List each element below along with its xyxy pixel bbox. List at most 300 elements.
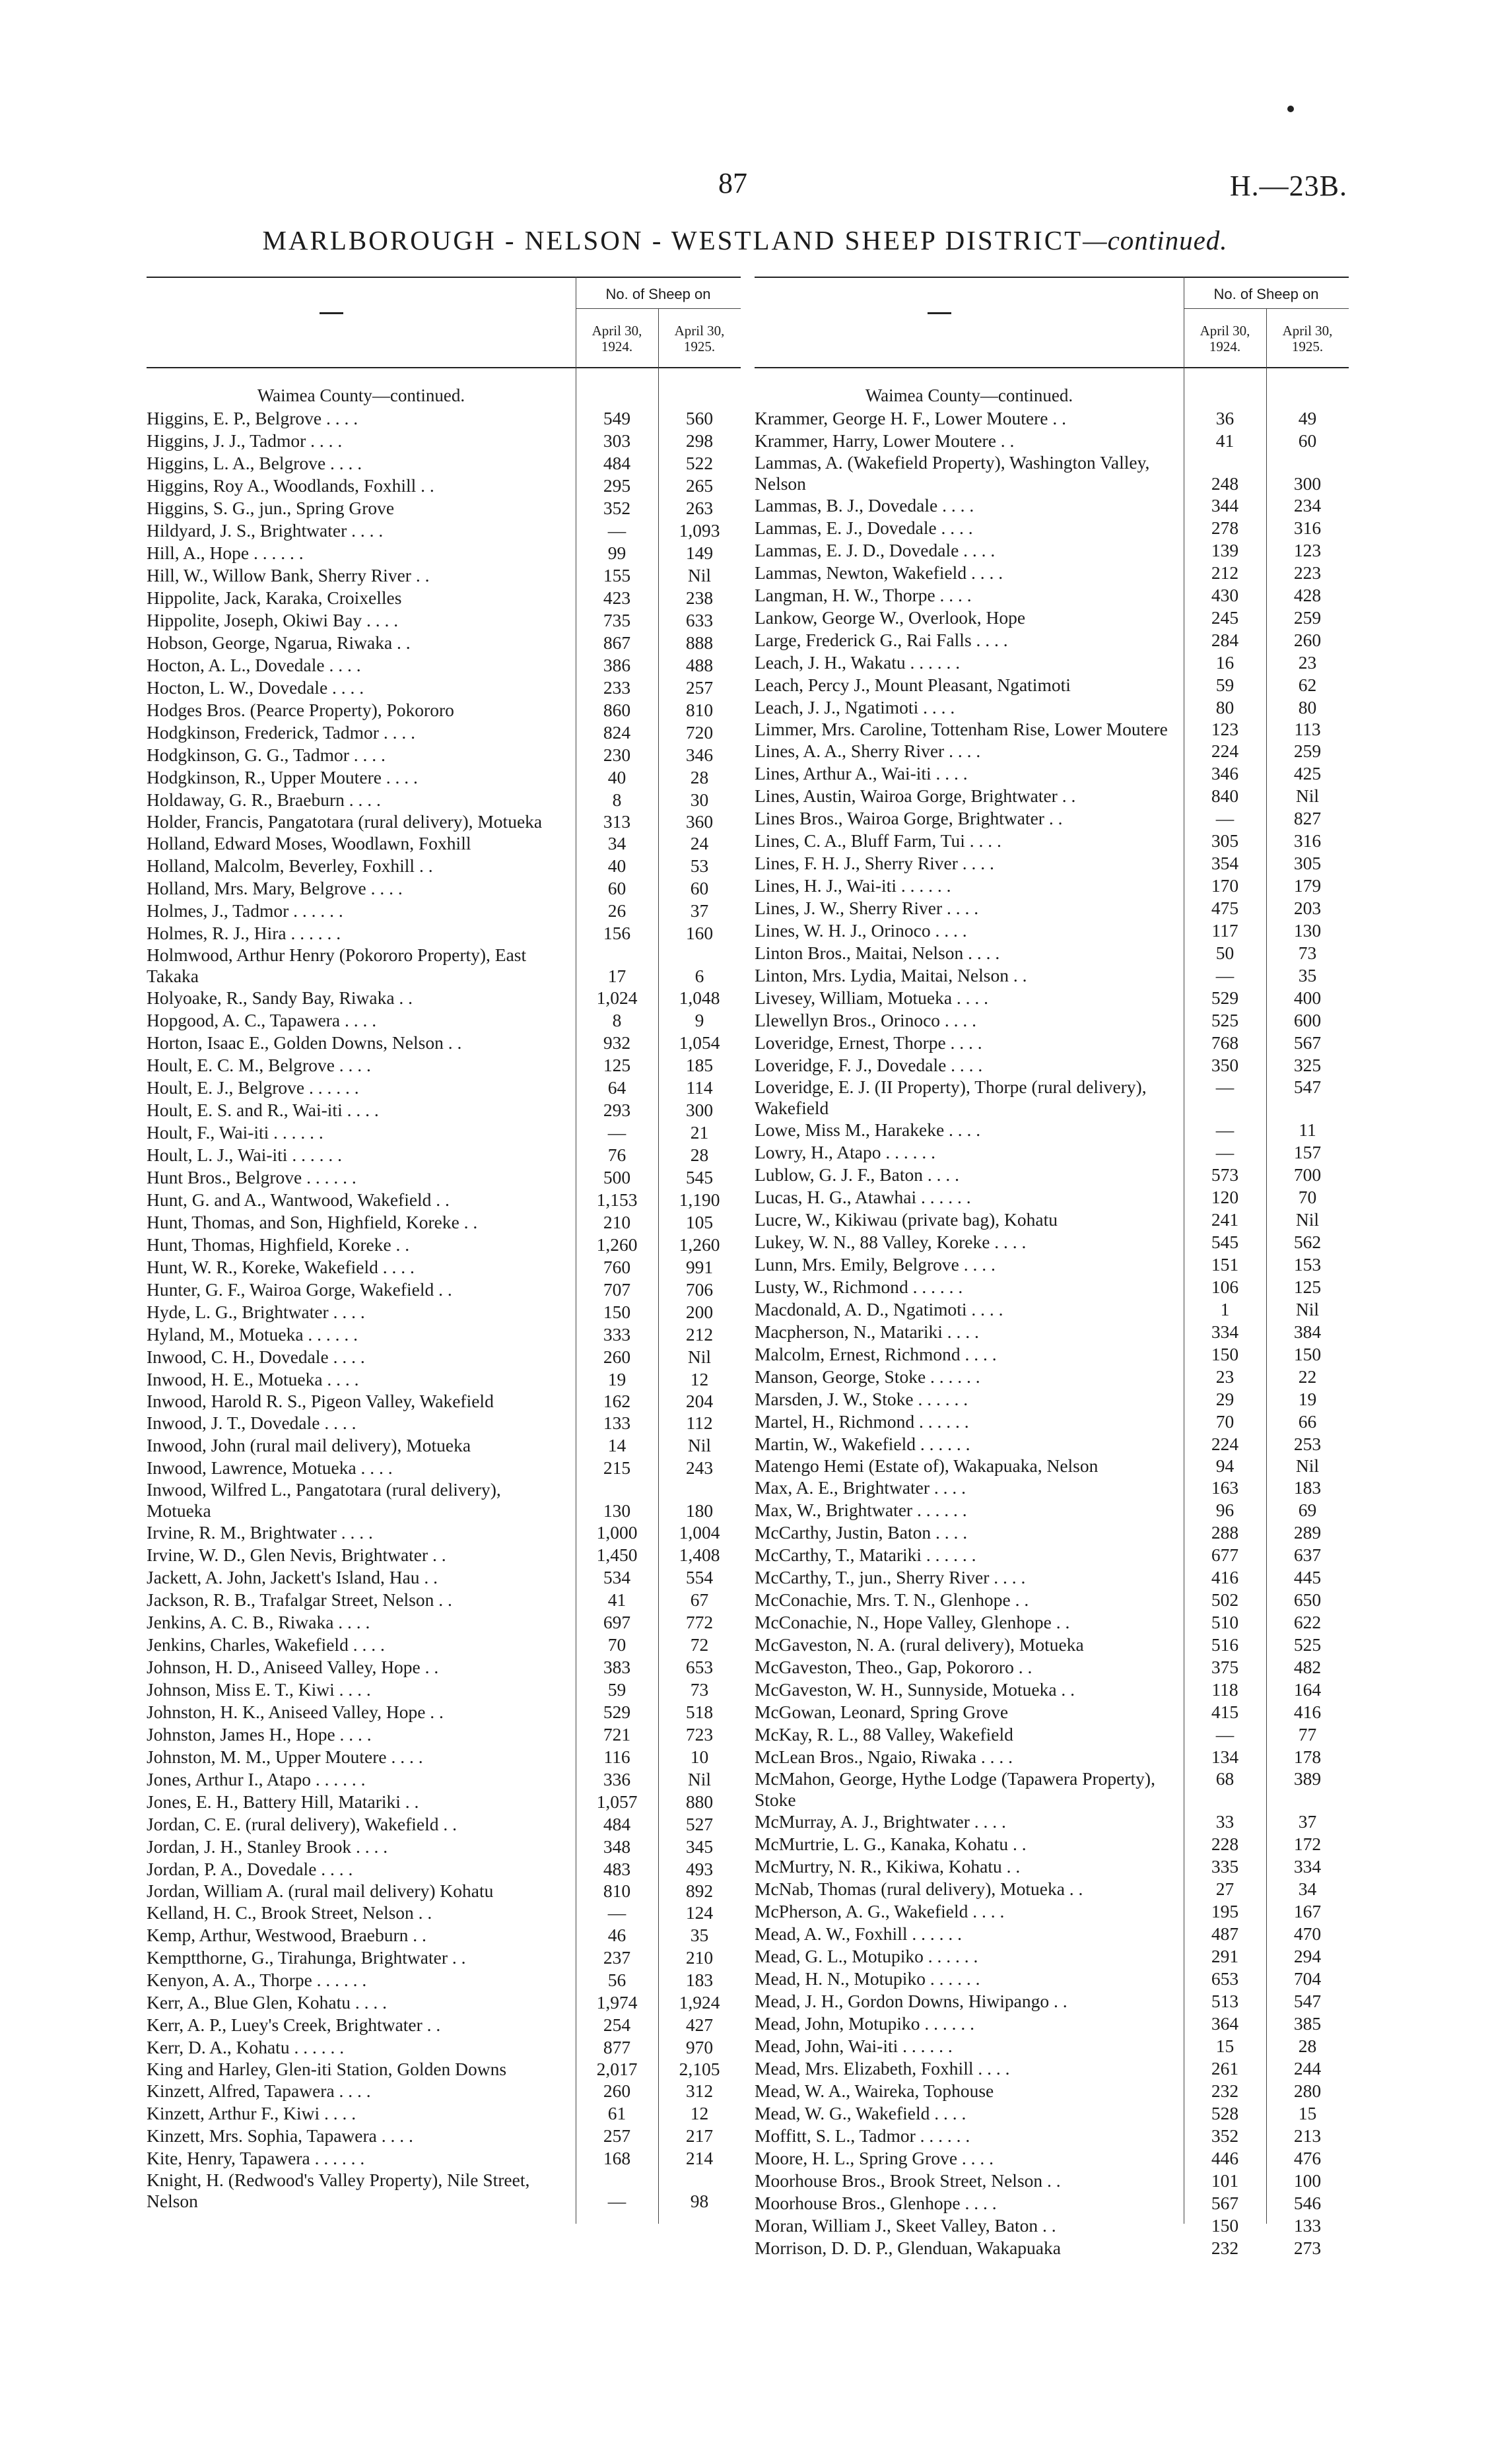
holder-name: Lines, C. A., Bluff Farm, Tui . . . .: [755, 830, 1001, 851]
holder-name: Kerr, D. A., Kohatu . . . . . .: [147, 2037, 345, 2057]
sheep-1925: 445: [1293, 1567, 1322, 1587]
sheep-count-header-rule: [576, 308, 741, 309]
holder-name: Matengo Hemi (Estate of), Wakapuaka, Nelson: [755, 1455, 1099, 1476]
sheep-1925: Nil: [687, 565, 712, 585]
sheep-1925: 316: [1293, 830, 1322, 851]
sheep-1925: 527: [685, 1814, 714, 1834]
sheep-1925: 289: [1293, 1522, 1322, 1543]
document-reference: H.—23B.: [1229, 170, 1347, 202]
sheep-1924: 653: [1211, 1968, 1239, 1989]
holder-name: Hildyard, J. S., Brightwater . . . .: [147, 520, 384, 541]
holder-name: McMurtry, N. R., Kikiwa, Kohatu . .: [755, 1856, 1021, 1877]
sheep-1925: 6: [694, 966, 704, 986]
sheep-1924: 133: [603, 1413, 631, 1433]
sheep-1924: —: [1215, 1142, 1235, 1162]
sheep-1924: 150: [603, 1302, 631, 1322]
sheep-1924: 155: [603, 565, 631, 585]
sheep-1924: 170: [1211, 875, 1239, 896]
table-row: [147, 1099, 741, 1121]
sheep-1924: 867: [603, 632, 631, 653]
sheep-1924: 16: [1215, 652, 1235, 673]
holder-name: Higgins, Roy A., Woodlands, Foxhill . .: [147, 475, 434, 496]
holder-name: Jenkins, Charles, Wakefield . . . .: [147, 1634, 385, 1655]
sheep-1925: 600: [1293, 1010, 1322, 1030]
holder-name: Holmwood, Arthur Henry (Pokororo Property), East Takaka: [147, 945, 527, 986]
sheep-1925: 298: [685, 430, 714, 451]
sheep-1925: 113: [1294, 719, 1321, 739]
table-row: [147, 1301, 741, 1323]
sheep-1924: 224: [1211, 741, 1239, 761]
table-row: [755, 1032, 1349, 1054]
sheep-1925: Nil: [687, 1435, 712, 1455]
sheep-1925: 133: [1293, 2215, 1322, 2236]
sheep-1925: 60: [690, 878, 709, 898]
sheep-1925: 280: [1293, 2081, 1322, 2101]
holder-name: Jordan, C. E. (rural delivery), Wakefield . .: [147, 1814, 457, 1834]
sheep-1925: 10: [690, 1747, 709, 1767]
sheep-1924: 215: [603, 1457, 631, 1478]
holder-name: Large, Frederick G., Rai Falls . . . .: [755, 630, 1008, 650]
sheep-1925: 345: [685, 1836, 714, 1857]
table-row: [147, 1279, 741, 1301]
sheep-1925: 200: [685, 1302, 714, 1322]
sheep-1924: 768: [1211, 1032, 1239, 1053]
ink-dot: [1287, 106, 1294, 112]
header-rule: [147, 367, 741, 368]
sheep-1924: 15: [1215, 2036, 1235, 2056]
sheep-1924: 61: [607, 2103, 626, 2123]
holder-name: Lunn, Mrs. Emily, Belgrove . . . .: [755, 1254, 996, 1275]
year-1925-header: April 30, 1925.: [1282, 323, 1333, 354]
sheep-1924: 335: [1211, 1856, 1239, 1877]
sheep-1924: 386: [603, 655, 631, 675]
table-row: [147, 744, 741, 766]
sheep-1925: 723: [685, 1724, 714, 1745]
holder-name: Kite, Henry, Tapawera . . . . . .: [147, 2148, 365, 2168]
holder-name: Mead, John, Wai-iti . . . . . .: [755, 2036, 953, 2056]
sheep-1924: 430: [1211, 585, 1239, 605]
table-row: [147, 1479, 741, 1521]
holder-name: Johnston, James H., Hope . . . .: [147, 1724, 372, 1745]
right-rows: [755, 407, 1349, 2259]
sheep-1925: 67: [690, 1589, 709, 1610]
name-column-header-dash: [320, 312, 343, 314]
table-row: [147, 1768, 741, 1791]
holder-name: Langman, H. W., Thorpe . . . .: [755, 585, 972, 605]
sheep-1924: 860: [603, 700, 631, 720]
table-row: [755, 430, 1349, 452]
table-row: [147, 1368, 741, 1391]
sheep-1924: 334: [1211, 1321, 1239, 1342]
sheep-1924: 352: [1211, 2125, 1239, 2146]
holder-name: Kenyon, A. A., Thorpe . . . . . .: [147, 1970, 367, 1990]
table-row: [147, 1566, 741, 1589]
sheep-1924: 70: [607, 1634, 626, 1655]
sheep-1925: 567: [1293, 1032, 1322, 1053]
sheep-1925: 185: [685, 1055, 714, 1075]
holder-name: Johnson, H. D., Aniseed Valley, Hope . .: [147, 1657, 439, 1677]
sheep-1924: 350: [1211, 1055, 1239, 1075]
table-row: [755, 517, 1349, 539]
sheep-1925: 772: [685, 1612, 714, 1632]
sheep-1925: 253: [1293, 1434, 1322, 1454]
holder-name: McPherson, A. G., Wakefield . . . .: [755, 1901, 1005, 1921]
sheep-1925: 77: [1298, 1724, 1317, 1745]
sheep-1925: 888: [685, 632, 714, 653]
holder-name: Holland, Mrs. Mary, Belgrove . . . .: [147, 878, 403, 898]
sheep-1925: 1,190: [679, 1189, 720, 1210]
sheep-1924: 288: [1211, 1522, 1239, 1543]
table-row: [755, 562, 1349, 584]
sheep-1925: 164: [1293, 1679, 1322, 1700]
table-row: [147, 832, 741, 855]
holder-name: Hocton, L. W., Dovedale . . . .: [147, 677, 364, 698]
holder-name: Martel, H., Richmond . . . . . .: [755, 1411, 969, 1432]
sheep-1924: 210: [603, 1212, 631, 1232]
sheep-1924: 1,450: [596, 1545, 638, 1565]
holder-name: Holland, Edward Moses, Woodlawn, Foxhill: [147, 833, 471, 853]
sheep-1924: 96: [1215, 1500, 1235, 1520]
table-row: [147, 1969, 741, 1991]
sheep-1924: 64: [607, 1077, 626, 1098]
sheep-1925: 1,048: [679, 987, 720, 1008]
table-row: [755, 1321, 1349, 1343]
sheep-1924: 195: [1211, 1901, 1239, 1921]
sheep-1925: 183: [685, 1970, 714, 1990]
holder-name: Hippolite, Jack, Karaka, Croixelles: [147, 587, 402, 608]
sheep-1924: 510: [1211, 1612, 1239, 1632]
sheep-1925: 300: [685, 1100, 714, 1120]
sheep-1925: Nil: [687, 1347, 712, 1367]
holder-name: Jordan, P. A., Dovedale . . . .: [147, 1859, 353, 1879]
holder-name: Higgins, S. G., jun., Spring Grove: [147, 498, 395, 518]
table-row: [755, 2102, 1349, 2125]
table-row: [147, 2125, 741, 2147]
sheep-1924: 567: [1211, 2193, 1239, 2213]
holder-name: Kerr, A. P., Luey's Creek, Brightwater . .: [147, 2014, 441, 2035]
table-row: [755, 607, 1349, 629]
header-rule: [755, 367, 1349, 368]
sheep-1925: 700: [1293, 1164, 1322, 1185]
table-row: [755, 651, 1349, 674]
table-row: [147, 2170, 741, 2212]
table-row: [755, 897, 1349, 919]
sheep-1924: 27: [1215, 1879, 1235, 1899]
holder-name: Johnston, M. M., Upper Moutere . . . .: [147, 1747, 423, 1767]
holder-name: Irvine, R. M., Brightwater . . . .: [147, 1522, 373, 1543]
sheep-1924: 232: [1211, 2081, 1239, 2101]
table-row: [147, 497, 741, 519]
table-row: [147, 654, 741, 677]
year-1924-header: April 30, 1924.: [1200, 323, 1250, 354]
table-row: [755, 1923, 1349, 1945]
sheep-1924: 46: [607, 1925, 626, 1945]
sheep-1924: 573: [1211, 1164, 1239, 1185]
table-row: [755, 1455, 1349, 1477]
table-row: [147, 1544, 741, 1566]
holder-name: Mead, A. W., Foxhill . . . . . .: [755, 1923, 962, 1944]
holder-name: Krammer, Harry, Lower Moutere . .: [755, 430, 1015, 451]
holder-name: Hyland, M., Motueka . . . . . .: [147, 1324, 358, 1345]
table-row: [755, 1276, 1349, 1298]
table-row: [147, 1032, 741, 1054]
sheep-1925: 316: [1293, 517, 1322, 538]
holder-name: Horton, Isaac E., Golden Downs, Nelson . .: [147, 1032, 462, 1053]
holder-name: Martin, W., Wakefield . . . . . .: [755, 1434, 970, 1454]
section-heading: Waimea County—continued.: [257, 385, 465, 405]
holder-name: McGowan, Leonard, Spring Grove: [755, 1702, 1009, 1722]
sheep-1925: 238: [685, 587, 714, 608]
holder-name: Loveridge, E. J. (II Property), Thorpe (rural delivery), Wakefield: [755, 1077, 1147, 1118]
table-row: [147, 1589, 741, 1611]
table-row: [755, 2170, 1349, 2192]
holder-name: Inwood, H. E., Motueka . . . .: [147, 1369, 359, 1389]
sheep-1924: 735: [603, 610, 631, 630]
table-row: [755, 1411, 1349, 1433]
table-row: [147, 2102, 741, 2125]
sheep-1924: 50: [1215, 943, 1235, 963]
sheep-1925: 183: [1293, 1477, 1322, 1498]
table-row: [755, 987, 1349, 1009]
table-row: [147, 1723, 741, 1746]
sheep-1925: 389: [1293, 1768, 1322, 1789]
sheep-1925: 11: [1299, 1119, 1316, 1140]
holder-name: Hunt, Thomas, Highfield, Koreke . .: [147, 1234, 410, 1255]
sheep-1924: 120: [1211, 1187, 1239, 1207]
sheep-1925: 385: [1293, 2013, 1322, 2034]
table-row: [147, 1211, 741, 1234]
sheep-1924: 156: [603, 923, 631, 943]
sheep-1924: —: [607, 1122, 626, 1143]
holder-name: Hodgkinson, R., Upper Moutere . . . .: [147, 767, 418, 787]
sheep-1925: 98: [690, 2191, 709, 2211]
holder-name: Holland, Malcolm, Beverley, Foxhill . .: [147, 855, 433, 876]
sheep-1925: 149: [685, 543, 714, 563]
table-row: [147, 475, 741, 497]
holder-name: Llewellyn Bros., Orinoco . . . .: [755, 1010, 977, 1030]
holder-name: Hunt, W. R., Koreke, Wakefield . . . .: [147, 1257, 415, 1277]
sheep-1924: 59: [1215, 675, 1235, 695]
sheep-1924: —: [1215, 1119, 1235, 1140]
table-row: [147, 587, 741, 609]
sheep-1924: 840: [1211, 785, 1239, 806]
sheep-1924: 228: [1211, 1834, 1239, 1854]
sheep-1924: 80: [1215, 697, 1235, 717]
sheep-1924: 257: [603, 2125, 631, 2146]
sheep-1925: 545: [685, 1167, 714, 1187]
sheep-1924: 529: [1211, 987, 1239, 1008]
sheep-1925: 880: [685, 1791, 714, 1812]
table-row: [147, 1412, 741, 1434]
sheep-1924: 721: [603, 1724, 631, 1745]
holder-name: McGaveston, N. A. (rural delivery), Motueka: [755, 1634, 1084, 1655]
holder-name: Jones, E. H., Battery Hill, Matariki . .: [147, 1791, 419, 1812]
sheep-1925: 35: [690, 1925, 709, 1945]
holder-name: Leach, Percy J., Mount Pleasant, Ngatimoti: [755, 675, 1071, 695]
holder-name: Limmer, Mrs. Caroline, Tottenham Rise, Lower Moutere: [755, 719, 1168, 739]
table-row: [755, 2013, 1349, 2035]
year-1924-header: April 30, 1924.: [592, 323, 642, 354]
holder-name: Linton, Mrs. Lydia, Maitai, Nelson . .: [755, 965, 1027, 985]
holder-name: Mead, G. L., Motupiko . . . . . .: [755, 1946, 978, 1966]
holder-name: Lucre, W., Kikiwau (private bag), Kohatu: [755, 1209, 1058, 1230]
sheep-1925: 892: [685, 1881, 714, 1901]
sheep-1924: 59: [607, 1679, 626, 1700]
sheep-1924: 2,017: [596, 2059, 638, 2079]
table-row: [755, 852, 1349, 875]
left-rows: [147, 407, 741, 2212]
holder-name: Kelland, H. C., Brook Street, Nelson . .: [147, 1902, 432, 1923]
table-row: [147, 900, 741, 922]
holder-name: Kemptthorne, G., Tirahunga, Brightwater . .: [147, 1947, 466, 1968]
table-row: [755, 1833, 1349, 1855]
sheep-1925: 180: [685, 1500, 714, 1521]
section-heading: Waimea County—continued.: [865, 385, 1073, 405]
holder-name: King and Harley, Glen-iti Station, Golden Downs: [147, 2059, 507, 2079]
holder-name: Irvine, W. D., Glen Nevis, Brightwater . .: [147, 1545, 446, 1565]
table-row: [147, 855, 741, 877]
table-row: [147, 1947, 741, 1969]
sheep-1925: 1,260: [679, 1234, 720, 1255]
table-row: [755, 2035, 1349, 2057]
holder-name: Lusty, W., Richmond . . . . . .: [755, 1277, 963, 1297]
sheep-1925: 49: [1298, 408, 1317, 428]
table-row: [755, 452, 1349, 494]
sheep-1924: 528: [1211, 2103, 1239, 2123]
table-row: [147, 922, 741, 945]
sheep-count-header: No. of Sheep on: [1213, 286, 1319, 302]
sheep-1925: 704: [1293, 1968, 1322, 1989]
sheep-1925: 73: [1298, 943, 1317, 963]
table-row: [755, 2214, 1349, 2237]
table-row: [755, 919, 1349, 942]
sheep-1925: 150: [1293, 1344, 1322, 1364]
table-row: [147, 1434, 741, 1457]
table-row: [755, 1388, 1349, 1411]
sheep-1925: 425: [1293, 763, 1322, 783]
sheep-1924: 40: [607, 767, 626, 787]
sheep-1924: 94: [1215, 1455, 1235, 1476]
table-row: [755, 1433, 1349, 1455]
sheep-1924: 125: [603, 1055, 631, 1075]
holder-name: Lucas, H. G., Atawhai . . . . . .: [755, 1187, 971, 1207]
sheep-1924: —: [1215, 1724, 1235, 1745]
table-row: [755, 1634, 1349, 1656]
sheep-1925: 522: [685, 453, 714, 473]
sheep-1925: 213: [1293, 2125, 1322, 2146]
sheep-1924: 346: [1211, 763, 1239, 783]
holder-name: Lukey, W. N., 88 Valley, Koreke . . . .: [755, 1232, 1027, 1252]
table-row: [147, 407, 741, 430]
sheep-1924: 237: [603, 1947, 631, 1968]
table-row: [755, 2237, 1349, 2259]
table-row: [147, 1836, 741, 1858]
sheep-1924: 212: [1211, 562, 1239, 583]
sheep-1924: 230: [603, 745, 631, 765]
table-row: [147, 632, 741, 654]
holder-name: Mead, J. H., Gordon Downs, Hiwipango . .: [755, 1991, 1067, 2011]
sheep-1925: 62: [1298, 675, 1317, 695]
sheep-1925: 160: [685, 923, 714, 943]
sheep-1925: 346: [685, 745, 714, 765]
sheep-1924: 525: [1211, 1010, 1239, 1030]
holder-name: Hunt Bros., Belgrove . . . . . .: [147, 1167, 356, 1187]
table-row: [755, 1366, 1349, 1388]
sheep-1924: 139: [1211, 540, 1239, 560]
sheep-1924: 248: [1211, 473, 1239, 494]
holder-name: Hoult, E. J., Belgrove . . . . . .: [147, 1077, 359, 1098]
sheep-1924: 415: [1211, 1702, 1239, 1722]
table-row: [755, 494, 1349, 517]
table-row: [755, 1164, 1349, 1186]
sheep-1925: 28: [690, 1145, 709, 1165]
table-row: [755, 1231, 1349, 1253]
sheep-1925: 653: [685, 1657, 714, 1677]
table-row: [147, 1902, 741, 1924]
table-row: [755, 2125, 1349, 2147]
sheep-1925: 1,054: [679, 1032, 720, 1053]
sheep-1924: 516: [1211, 1634, 1239, 1655]
sheep-1925: Nil: [1295, 1209, 1320, 1230]
table-row: [755, 674, 1349, 696]
sheep-1924: 260: [603, 2081, 631, 2101]
sheep-1925: 53: [690, 855, 709, 876]
holder-name: Lammas, A. (Wakefield Property), Washington Valley, Nelson: [755, 452, 1150, 494]
sheep-1924: 60: [607, 878, 626, 898]
sheep-1924: 150: [1211, 1344, 1239, 1364]
sheep-1924: 697: [603, 1612, 631, 1632]
holder-name: Lines, Austin, Wairoa Gorge, Brightwater . .: [755, 785, 1076, 806]
sheep-1925: 28: [1298, 2036, 1317, 2056]
holder-name: Holyoake, R., Sandy Bay, Riwaka . .: [147, 987, 413, 1008]
sheep-1924: 123: [1211, 719, 1239, 739]
holder-name: Hoult, E. C. M., Belgrove . . . .: [147, 1055, 371, 1075]
sheep-1925: 157: [1293, 1142, 1322, 1162]
sheep-1924: 303: [603, 430, 631, 451]
table-row: [147, 1077, 741, 1099]
table-row: [755, 2192, 1349, 2214]
table-row: [755, 584, 1349, 607]
sheep-1924: 130: [603, 1500, 631, 1521]
sheep-1924: 484: [603, 453, 631, 473]
table-row: [755, 1298, 1349, 1321]
holder-name: Jackson, R. B., Trafalgar Street, Nelson . .: [147, 1589, 452, 1610]
holder-name: McConachie, Mrs. T. N., Glenhope . .: [755, 1589, 1029, 1610]
table-row: [755, 1589, 1349, 1611]
holder-name: Moran, William J., Skeet Valley, Baton . .: [755, 2215, 1056, 2236]
sheep-1925: 518: [685, 1702, 714, 1722]
table-row: [147, 430, 741, 452]
table-row: [147, 1166, 741, 1189]
holder-name: Hippolite, Joseph, Okiwi Bay . . . .: [147, 610, 399, 630]
sheep-1925: 259: [1293, 741, 1322, 761]
holder-name: McCarthy, T., jun., Sherry River . . . .: [755, 1567, 1026, 1587]
sheep-1924: 305: [1211, 830, 1239, 851]
sheep-1924: 260: [603, 1347, 631, 1367]
sheep-1925: 334: [1293, 1856, 1322, 1877]
sheep-1924: 168: [603, 2148, 631, 2168]
sheep-1925: 9: [694, 1010, 704, 1030]
holder-name: Kerr, A., Blue Glen, Kohatu . . . .: [147, 1992, 387, 2013]
sheep-1924: 116: [603, 1747, 630, 1767]
holder-name: Holder, Francis, Pangatotara (rural delivery), Motueka: [147, 811, 543, 832]
holder-name: Hoult, L. J., Wai-iti . . . . . .: [147, 1145, 342, 1165]
sheep-1925: 300: [1293, 473, 1322, 494]
sheep-1925: 312: [685, 2081, 714, 2101]
table-row: [147, 1924, 741, 1947]
sheep-1924: 41: [607, 1589, 626, 1610]
sheep-1925: 554: [685, 1567, 714, 1587]
